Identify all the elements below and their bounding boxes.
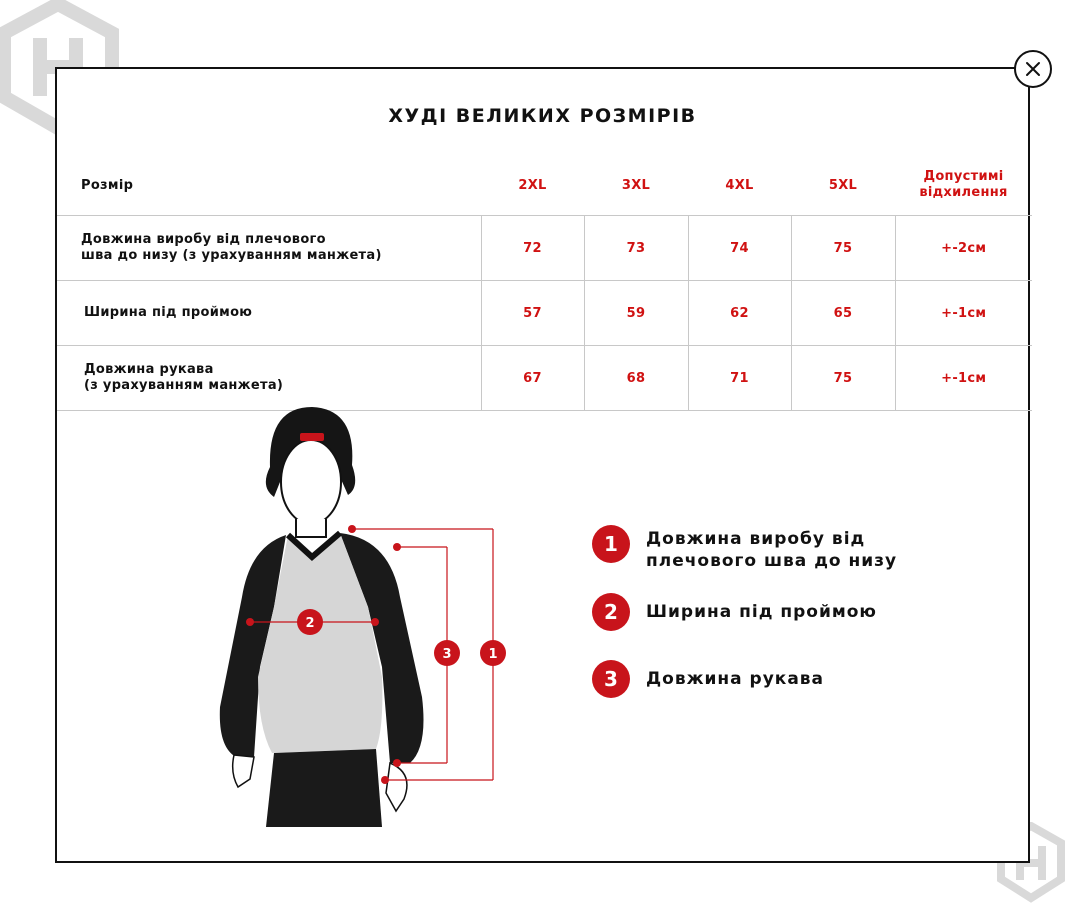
deviation-header-line: Допустимі	[923, 169, 1004, 184]
legend-label-line: Ширина під проймою	[646, 602, 877, 622]
figure-marker-3: 3	[442, 647, 452, 662]
size-table	[57, 155, 1032, 411]
row-deviation: +-1см	[895, 346, 1032, 411]
row-value: 59	[584, 281, 688, 346]
row-value: 74	[688, 216, 791, 281]
row-deviation: +-2см	[895, 216, 1032, 281]
legend-label	[646, 593, 926, 623]
row-param-line: шва до низу (з урахуванням манжета)	[81, 248, 382, 263]
legend-number: 1	[592, 525, 630, 563]
legend-label-line: плечового шва до низу	[646, 551, 898, 571]
table-header-deviation	[895, 155, 1032, 216]
table-row	[57, 346, 1032, 411]
table-header-row	[57, 155, 1032, 216]
legend-item	[592, 593, 926, 631]
row-value: 65	[791, 281, 895, 346]
legend-number: 3	[592, 660, 630, 698]
table-row	[57, 216, 1032, 281]
row-value: 57	[481, 281, 584, 346]
close-button[interactable]	[1014, 50, 1052, 88]
row-value: 62	[688, 281, 791, 346]
table-header-size: 4XL	[725, 177, 754, 193]
table-header-size: 2XL	[518, 177, 547, 193]
legend-label-line: Довжина рукава	[646, 669, 825, 689]
legend-label	[646, 660, 926, 690]
legend-item	[592, 525, 926, 572]
close-icon	[1024, 60, 1042, 78]
hoodie-figure-illustration	[200, 407, 510, 827]
row-param	[57, 281, 481, 346]
row-param-line: Ширина під проймою	[84, 305, 253, 320]
row-value: 68	[584, 346, 688, 411]
size-chart-modal	[55, 67, 1030, 863]
row-param	[57, 216, 481, 281]
row-value: 75	[791, 216, 895, 281]
row-value: 72	[481, 216, 584, 281]
row-param-line: Довжина рукава	[84, 362, 214, 377]
table-row	[57, 281, 1032, 346]
row-value: 73	[584, 216, 688, 281]
table-header-size: 3XL	[621, 177, 651, 193]
row-param	[57, 346, 481, 411]
figure-marker-2: 2	[305, 616, 315, 631]
figure-marker-1: 1	[488, 647, 498, 662]
row-value: 75	[791, 346, 895, 411]
row-value: 71	[688, 346, 791, 411]
deviation-header-line: відхилення	[919, 185, 1008, 200]
legend-item	[592, 660, 926, 698]
table-header-param: Розмір	[81, 177, 134, 193]
row-param-line: Довжина виробу від плечового	[81, 232, 326, 247]
row-value: 67	[481, 346, 584, 411]
page-title: ХУДІ ВЕЛИКИХ РОЗМІРІВ	[388, 105, 697, 127]
row-deviation: +-1см	[895, 281, 1032, 346]
table-header-size: 5XL	[828, 177, 858, 193]
legend-number: 2	[592, 593, 630, 631]
legend-label	[646, 525, 926, 572]
legend-label-line: Довжина виробу від	[646, 529, 866, 549]
row-param-line: (з урахуванням манжета)	[84, 378, 284, 393]
